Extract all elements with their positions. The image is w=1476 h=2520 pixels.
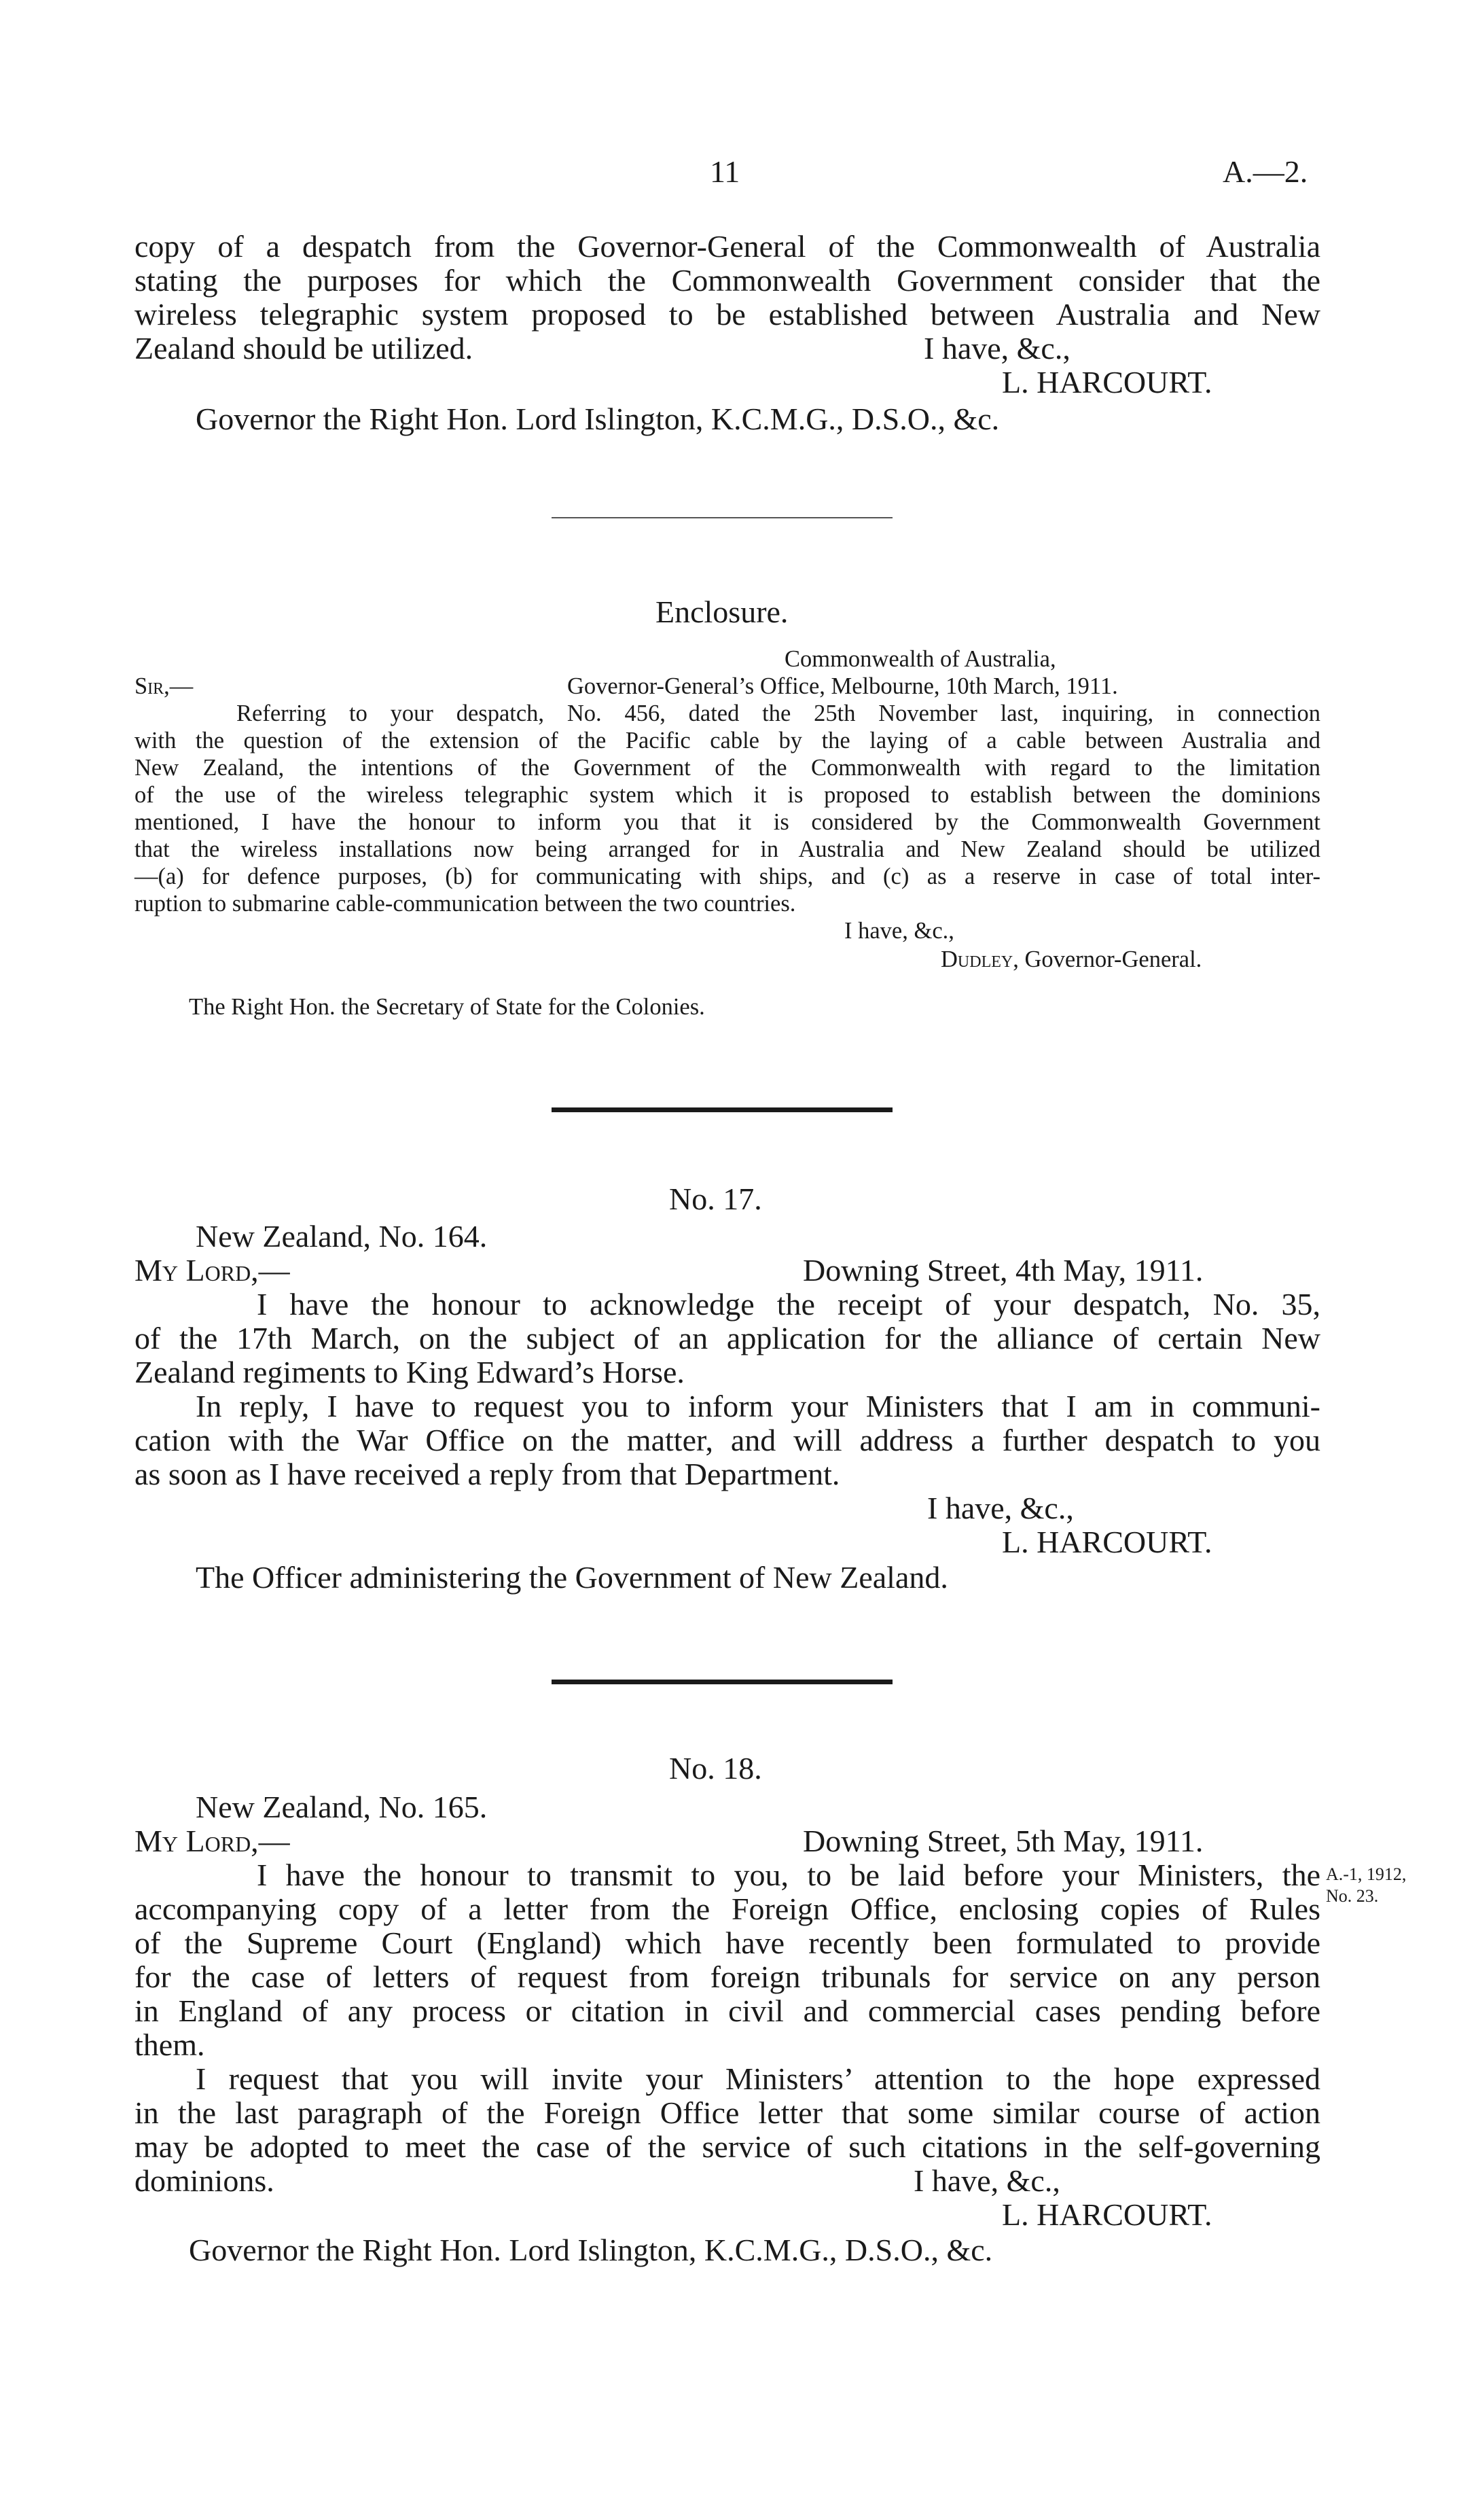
addressee: Governor the Right Hon. Lord Islington, K.C.M.G., D.S.O., &c. [189,2233,993,2267]
salutation: My Lord,— [134,1824,290,1858]
text-line: cation with the War Office on the matter, and will address a further despatch to you [134,1423,1320,1457]
despatch-heading: No. 18. [669,1751,762,1786]
text-line: accompanying copy of a letter from the Foreign Office, enclosing copies of Rules [134,1892,1320,1926]
despatch-reference: New Zealand, No. 165. [196,1790,488,1824]
section-rule [552,1107,893,1112]
text-line: for the case of letters of request from foreign tribunals for service on any person [134,1959,1320,1994]
text-line: of the Supreme Court (England) which have recently been formulated to provide [134,1926,1320,1960]
salutation: My Lord,— [134,1253,290,1288]
signature: L. HARCOURT. [1002,1525,1212,1559]
despatch-reference: New Zealand, No. 164. [196,1219,488,1254]
signature: L. HARCOURT. [1002,365,1212,400]
text-line: wireless telegraphic system proposed to be established between Australia and New [134,297,1320,332]
paper-reference: A.—2. [1223,154,1308,189]
signature-name: Dudley [941,946,1013,972]
closing: I have, &c., [924,331,1070,366]
text-line: Referring to your despatch, No. 456, dated the 25th November last, inquiring, in connection [236,700,1320,726]
text-line: them. [134,2027,205,2062]
text-line: In reply, I have to request you to inform your Ministers that I am in communi- [196,1389,1320,1423]
text-line: in England of any process or citation in civil and commercial cases pending before [134,1993,1320,2028]
text-line: copy of a despatch from the Governor-General of the Commonwealth of Australia [134,229,1320,264]
dateline: Downing Street, 4th May, 1911. [803,1253,1204,1288]
page-number: 11 [710,154,740,189]
signature [941,946,1202,973]
despatch-heading: No. 17. [669,1182,762,1216]
text-line: that the wireless installations now being arranged for in Australia and New Zealand should be utilized [134,836,1320,862]
closing: I have, &c., [914,2163,1060,2198]
text-line: of the 17th March, on the subject of an application for the alliance of certain New [134,1321,1320,1355]
closing: I have, &c., [844,918,954,944]
section-rule [552,1680,893,1684]
addressee: The Officer administering the Government of New Zealand. [196,1560,948,1595]
text-line: New Zealand, the intentions of the Government of the Commonwealth with regard to the limitation [134,755,1320,781]
text-line: of the use of the wireless telegraphic system which it is proposed to establish between the dominions [134,782,1320,808]
text-line: —(a) for defence purposes, (b) for communicating with ships, and (c) as a reserve in case of total inter- [134,864,1320,889]
text-line: Zealand should be utilized. [134,331,473,366]
addressee: Governor the Right Hon. Lord Islington, K.C.M.G., D.S.O., &c. [196,402,1000,436]
text-line: I request that you will invite your Ministers’ attention to the hope expressed [196,2061,1320,2096]
text-line: with the question of the extension of the Pacific cable by the laying of a cable between Australia and [134,728,1320,753]
text-line: Zealand regiments to King Edward’s Horse. [134,1355,685,1389]
text-line: stating the purposes for which the Commonwealth Government consider that the [134,263,1320,298]
signature: L. HARCOURT. [1002,2197,1212,2232]
enclosure-salutation: Sir,— [134,673,194,699]
signature-title: , Governor-General. [1013,946,1202,972]
addressee: The Right Hon. the Secretary of State for the Colonies. [189,994,705,1020]
text-line: mentioned, I have the honour to inform you that it is considered by the Commonwealth Government [134,809,1320,835]
separator-rule [552,517,893,518]
text-line: as soon as I have received a reply from that Department. [134,1457,840,1491]
text-line: I have the honour to acknowledge the receipt of your despatch, No. 35, [257,1287,1320,1321]
text-line: ruption to submarine cable-communication between the two countries. [134,891,796,917]
enclosure-heading: Enclosure. [655,594,789,629]
text-line: may be adopted to meet the case of the service of such citations in the self-governing [134,2129,1320,2164]
text-line: dominions. [134,2163,274,2198]
enclosure-dateline: Governor-General’s Office, Melbourne, 10th March, 1911. [567,673,1118,699]
margin-reference: No. 23. [1326,1886,1379,1906]
text-line: in the last paragraph of the Foreign Office letter that some similar course of action [134,2095,1320,2130]
margin-reference: A.-1, 1912, [1326,1864,1407,1884]
closing: I have, &c., [927,1491,1074,1525]
text-line: I have the honour to transmit to you, to be laid before your Ministers, the [257,1858,1320,1892]
enclosure-place: Commonwealth of Australia, [785,646,1056,672]
dateline: Downing Street, 5th May, 1911. [803,1824,1204,1858]
